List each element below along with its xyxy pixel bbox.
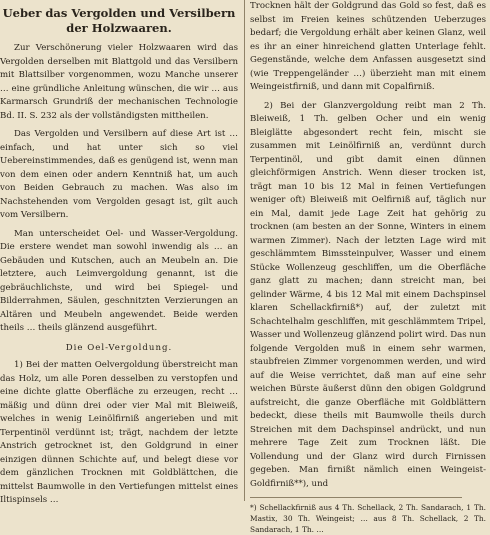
article-title bbox=[0, 6, 238, 36]
article-title-line2: der Holzwaaren. bbox=[66, 21, 172, 35]
left-column bbox=[0, 0, 238, 513]
section-heading-oil-gilding: Die Oel-Vergoldung. bbox=[65, 342, 173, 353]
paragraph-gloss-gilding: 2) Bei der Glanzvergoldung reibt man 2 Th. Bleiweiß, 1 Th. gelben Ocher und ein wenig Bleiglätte abgesondert recht fein, mischt sie zusammen mit Leinölfirniß an, verdünnt durch Terpentinöl, und gibt damit einen dünnen gleichförmigen Anstrich. Wenn dieser trocken ist, trägt man 10 bis 12 Mal in feinen Vertiefungen weniger oft) Bleiweiß mit Oelfirniß auf, täglich nur ein Mal, damit jede Lage Zeit hat gehörig zu trocknen (am besten an der Sonne, Winters in einem warmen Zimmer). Nach der letzten Lage wird mit geschlämmtem Bimssteinpulver, Wasser und einem Stücke Wollenzeug geschliffen, um die Oberfläche ganz glatt zu machen; dann streicht man, bei gelinder Wärme, 4 bis 12 Mal mit einem Dachspinsel klaren Schellackfirniß*) auf, der zuletzt mit Schachtelhalm geschliffen, mit geschlämmtem Tripel, Wasser und Wollenzeug glänzend polirt wird. Das nun folgende Vergolden muß in einem sehr warmen, staubfreien Zimmer vorgenommen werden, und wird auf die Weise verrichtet, daß man auf eine sehr weichen Bürste äußerst dünn den obigen Goldgrund aufstreicht, die ganze Oberfläche mit Goldblättern bedeckt, diese theils mit Baumwolle theils durch Streichen mit dem Dachspinsel andrückt, und nun mehrere Tage Zeit zum Trocknen läßt. Die Vollendung und der Glanz wird durch Firnissen gegeben. Man firnißt nämlich einen Weingeist-Goldfirniß**), und bbox=[250, 100, 486, 489]
paragraph-continuation: Trocknen hält der Goldgrund das Gold so fest, daß es selbst im Freien keines schützenden Ueberzuges bedarf; die Vergoldung erhält aber keinen Glanz, weil es ihr an einer hinreichend glatten Unterlage fehlt. Gegenstände, welche dem Anfassen ausgesetzt sind (wie Treppengeländer …) überzieht man mit einem Weingeistfirniß, und dann mit Copalfirniß. bbox=[250, 1, 486, 92]
paragraph-matte-gilding: 1) Bei der matten Oelvergoldung überstreicht man das Holz, um alle Poren desselben zu verstopfen und eine dichte glatte Oberfläche zu erzeugen, recht … mäßig und dünn drei oder vier Mal mit Bleiweiß, welches in wenig Leinölfirniß angerieben und mit Terpentinöl verdünnt ist; trägt, nachdem der letzte Anstrich getrocknet ist, den Goldgrund in einer einzigen dünnen Schichte auf, und belegt diese vor dem gänzlichen Trocknen mit Goldblättchen, die mittelst Baumwolle in den Vertiefungen mittelst eines Iltispinsels … bbox=[0, 360, 238, 505]
paragraph-types: Man unterscheidet Oel- und Wasser-Vergoldung. Die erstere wendet man sowohl inwendig als … an Gebäuden und Kutschen, auch an Meubeln an. Die letztere, auch Leimvergoldung genannt, ist die gebräuchlichste, und wird bei Spiegel- und Bilderrahmen, Säulen, geschnitzten Verzierungen an Altären und Meubeln angewendet. Beide werden theils … theils glänzend ausgeführt. bbox=[0, 228, 238, 333]
paragraph-general: Das Vergolden und Versilbern auf diese Art ist … einfach, und hat unter sich so viel Uebereinstimmendes, daß es genügend ist, wenn man von dem einen oder andern Kenntniß hat, um auch von Beiden Gebrauch zu machen. Was also im Nachstehenden vom Vergolden gesagt ist, gilt auch vom Versilbern. bbox=[0, 129, 238, 220]
paragraph-intro: Zur Verschönerung vieler Holzwaaren wird das Vergolden derselben mit Blattgold und das Versilbern mit Blattsilber vorgenommen, wozu Manche unserer … eine gründliche Anleitung wünschen, die wir … aus Karmarsch Grundriß der mechanischen Technologie Bd. II. S. 232 als der vollständigsten mittheilen. bbox=[0, 43, 238, 121]
footnote: *) Schellackfirniß aus 4 Th. Schellack, 2 Th. Sandarach, 1 Th. Mastix, 30 Th. Weingeist; … aus 8 Th. Schellack, 2 Th. Sandarach, 1 Th. … bbox=[250, 503, 486, 534]
article-title-line1: Ueber das Vergolden und Versilbern bbox=[2, 6, 236, 20]
column-divider bbox=[244, 0, 245, 501]
right-column bbox=[250, 0, 486, 535]
footnote-divider bbox=[250, 497, 462, 498]
